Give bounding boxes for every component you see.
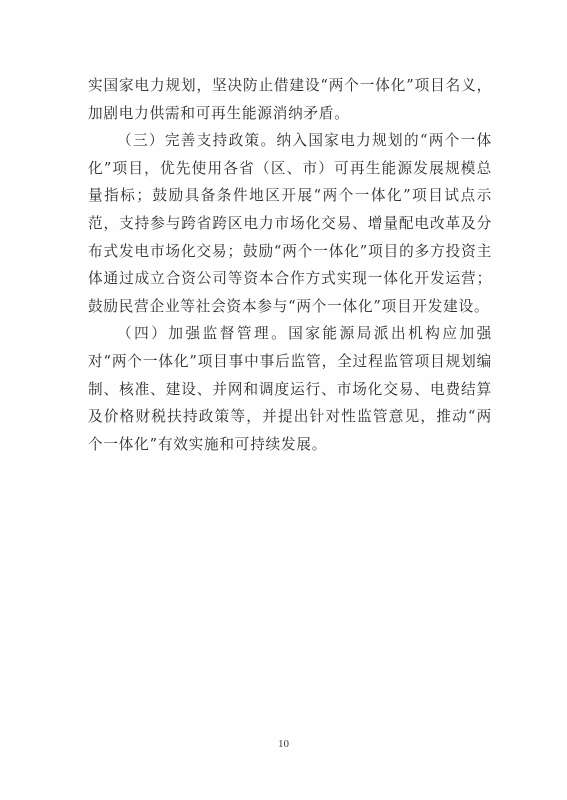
page-number: 10 [278, 738, 289, 750]
paragraph-continuation: 实国家电力规划，坚决防止借建设“两个一体化”项目名义，加剧电力供需和可再生能源消纳矛盾。 [88, 77, 492, 122]
paragraph-section-4: （四）加强监督管理。国家能源局派出机构应加强对“两个一体化”项目事中事后监管，全过程监管项目规划编制、核准、建设、并网和调度运行、市场化交易、电费结算及价格财税扶持政策等，并提出针对性监管意见，推动“两个一体化”有效实施和可持续发展。 [88, 325, 492, 453]
paragraph-section-3: （三）完善支持政策。纳入国家电力规划的“两个一体化”项目，优先使用各省（区、市）可再生能源发展规模总量指标；鼓励具备条件地区开展“两个一体化”项目试点示范，支持参与跨省跨区电力市场化交易、增量配电改革及分布式发电市场化交易；鼓励“两个一体化”项目的多方投资主体通过成立合资公司等资本合作方式实现一体化开发运营；鼓励民营企业等社会资本参与“两个一体化”项目开发建设。 [88, 132, 492, 315]
document-body [88, 72, 492, 458]
